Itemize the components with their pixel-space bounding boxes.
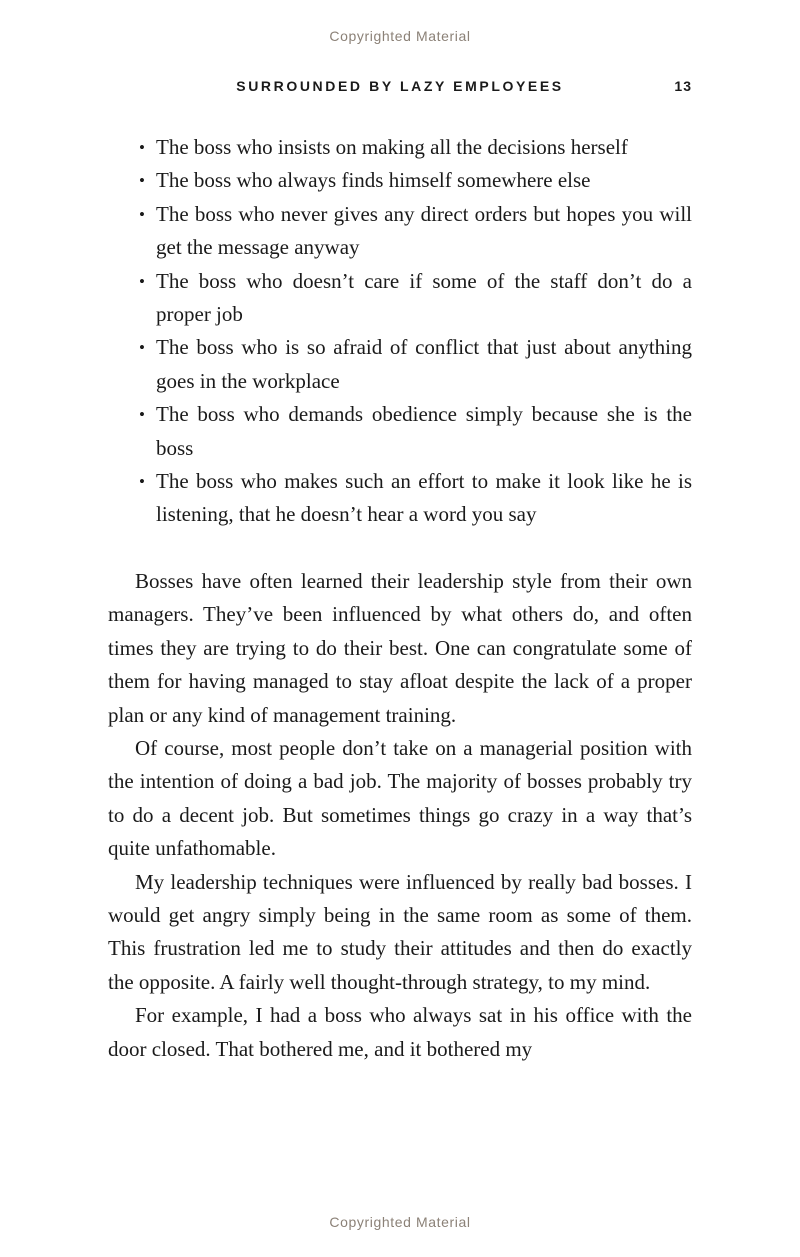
copyright-notice-bottom: Copyrighted Material	[329, 1214, 471, 1230]
list-item-text: The boss who doesn’t care if some of the staff don’t do a proper job	[156, 268, 692, 327]
list-item-text: The boss who is so afraid of conflict that just about anything goes in the workplace	[156, 335, 692, 393]
bullet-icon: •	[139, 405, 145, 425]
copyright-notice-top: Copyrighted Material	[329, 28, 471, 44]
paragraph: Bosses have often learned their leadership style from their own managers. They’ve been influenced by what others do, and often times they are trying to do their best. One can congratulate some of them for having managed to stay afloat despite the lack of a proper plan or any kind of management training.	[108, 568, 692, 727]
page-header	[108, 78, 692, 98]
list-item-text: The boss who never gives any direct orders but hopes you will get the message anyway	[156, 201, 692, 260]
bullet-icon: •	[139, 271, 145, 291]
list-item	[108, 198, 692, 265]
running-head: SURROUNDED BY LAZY EMPLOYEES	[236, 78, 564, 94]
boss-types-list	[108, 131, 692, 532]
list-item-text: The boss who always finds himself somewhere else	[156, 168, 591, 193]
list-item-text: The boss who insists on making all the decisions herself	[156, 135, 628, 159]
list-item	[108, 398, 692, 465]
bullet-icon: •	[139, 138, 145, 157]
list-item-text: The boss who demands obedience simply because she is the boss	[156, 402, 692, 460]
list-item	[108, 131, 692, 164]
list-item	[108, 164, 692, 197]
bullet-icon: •	[139, 472, 145, 492]
page-number: 13	[674, 78, 692, 94]
bullet-icon: •	[139, 204, 145, 224]
bullet-icon: •	[139, 171, 145, 191]
paragraph: My leadership techniques were influenced by really bad bosses. I would get angry simply being in the same room as some of them. This frustration led me to study their attitudes and then do exactly the opposite. A fairly well thought-through strategy, to my mind.	[108, 869, 692, 994]
bullet-icon: •	[139, 338, 145, 358]
list-item	[108, 331, 692, 398]
text-block	[108, 131, 692, 1066]
list-item	[108, 465, 692, 532]
paragraph: Of course, most people don’t take on a managerial position with the intention of doing a bad job. The majority of bosses probably try to do a decent job. But sometimes things go crazy in a way that’s quite unfathomable.	[108, 735, 692, 861]
body-paragraphs	[108, 565, 692, 1066]
list-item	[108, 265, 692, 332]
list-item-text: The boss who makes such an effort to make it look like he is listening, that he doesn’t hear a word you say	[156, 469, 692, 527]
paragraph: For example, I had a boss who always sat in his office with the door closed. That bothered me, and it bothered my	[108, 1003, 692, 1061]
